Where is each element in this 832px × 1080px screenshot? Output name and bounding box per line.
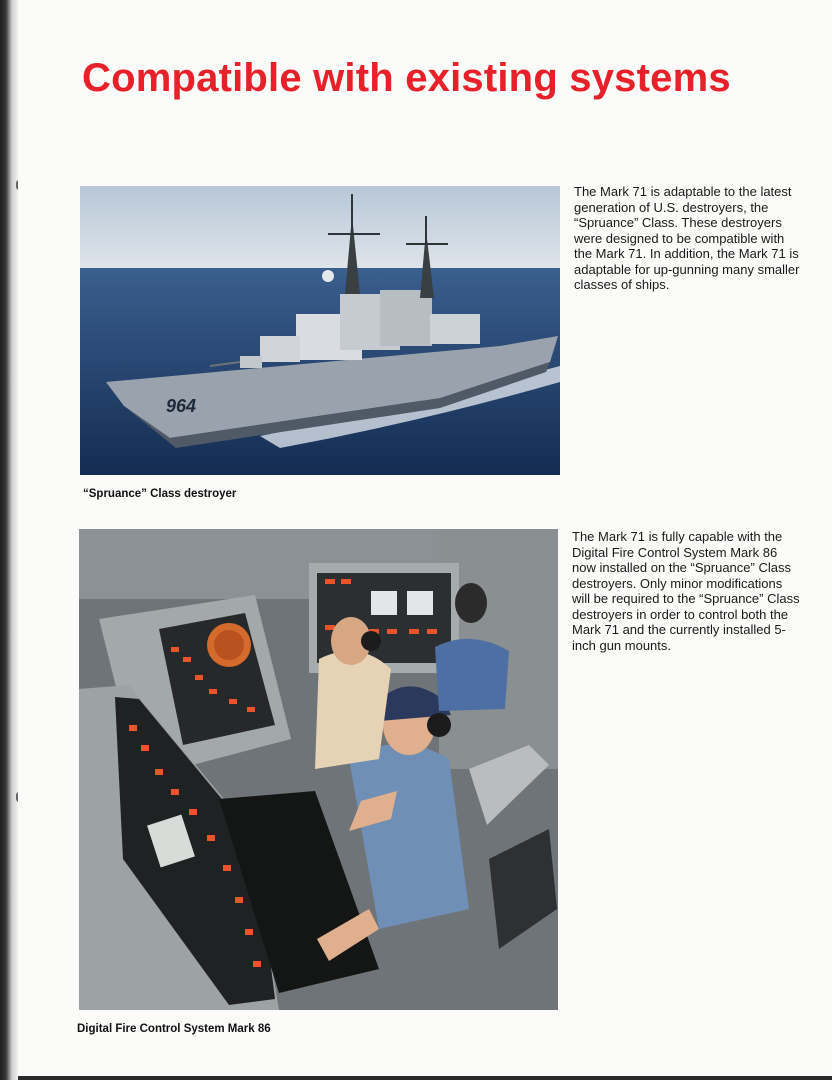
console-paragraph: The Mark 71 is fully capable with the Digital Fire Control System Mark 86 now installed on the “Spruance” Class destroyers. Only minor modifications will be required to the “Spruance” Class destroyers in order to control both the Mark 71 and the currently installed 5-inch gun mounts. xyxy=(572,529,800,653)
ship-paragraph: The Mark 71 is adaptable to the latest generation of U.S. destroyers, the “Spruance” Class. These destroyers were designed to be compatible with the Mark 71. In addition, the Mark 71 is adaptable for up-gunning many smaller classes of ships. xyxy=(574,184,800,292)
hull-number: 964 xyxy=(166,396,197,416)
ship-photo xyxy=(80,186,560,475)
binding-spine xyxy=(0,0,18,1080)
console-caption: Digital Fire Control System Mark 86 xyxy=(77,1023,271,1035)
page-title: Compatible with existing systems xyxy=(82,56,731,100)
ship-caption: “Spruance” Class destroyer xyxy=(83,488,237,500)
console-photo xyxy=(79,529,558,1010)
